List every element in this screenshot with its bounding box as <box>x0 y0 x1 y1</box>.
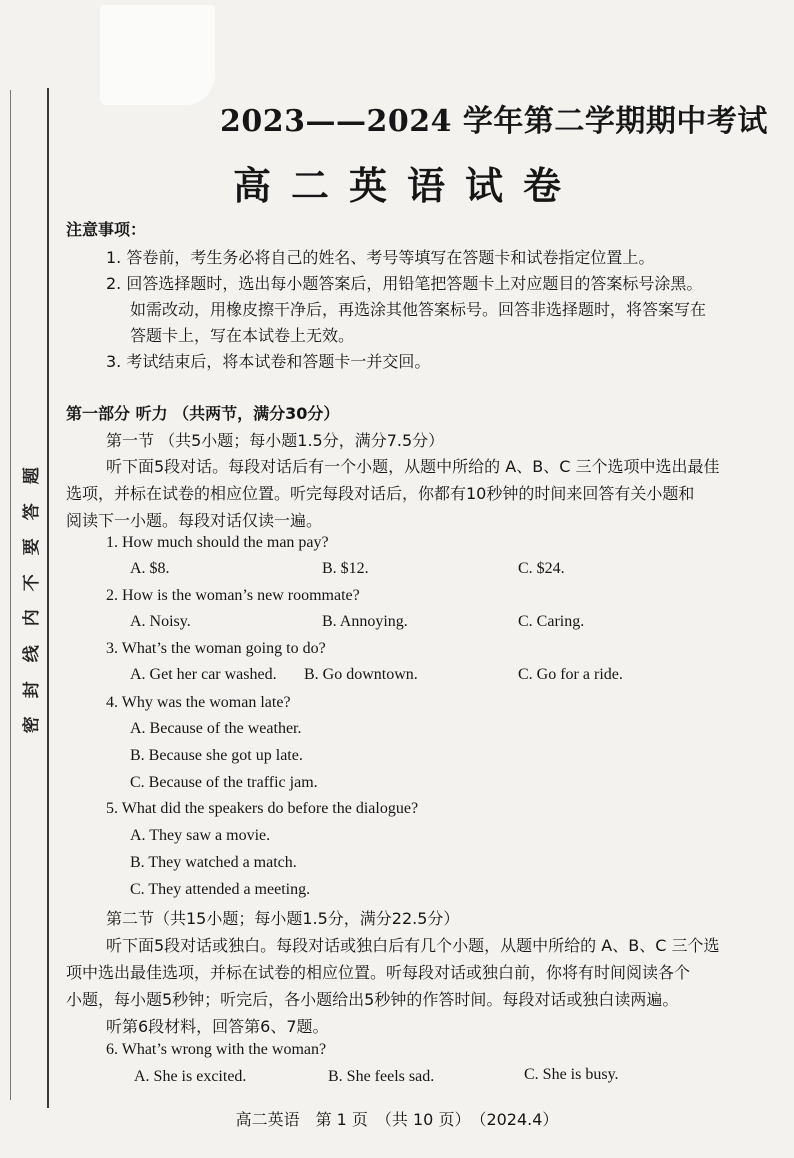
option-a: A. Because of the weather. <box>130 720 302 737</box>
option-b: B. $12. <box>322 560 369 577</box>
option-a: A. Noisy. <box>130 613 191 630</box>
binding-char: 答 <box>22 502 43 520</box>
notice-item: 如需改动，用橡皮擦干净后，再选涂其他答案标号。回答非选择题时，将答案写在 <box>130 300 707 319</box>
binding-char: 不 <box>22 574 43 592</box>
question-stem: 2. How is the woman’s new roommate? <box>106 587 360 604</box>
binding-char: 线 <box>22 645 43 663</box>
option-a: A. Get her car washed. <box>130 666 277 683</box>
binding-edge-line <box>10 90 11 1100</box>
option-c: C. Caring. <box>518 613 585 630</box>
exam-title: 2023——2024 学年第二学期期中考试 <box>220 104 768 139</box>
paper-blot <box>100 5 215 105</box>
section1-heading: 第一节 （共5小题；每小题1.5分，满分7.5分） <box>106 431 445 450</box>
notice-item: 答题卡上，写在本试卷上无效。 <box>130 326 355 345</box>
option-c: C. She is busy. <box>524 1066 619 1083</box>
option-b: B. She feels sad. <box>328 1068 435 1085</box>
option-b: B. They watched a match. <box>130 854 297 871</box>
binding-line <box>47 88 49 1108</box>
option-c: C. Because of the traffic jam. <box>130 774 318 791</box>
section2-instruction: 小题，每小题5秒钟；听完后，各小题给出5秒钟的作答时间。每段对话或独白读两遍。 <box>66 990 679 1009</box>
binding-char: 内 <box>22 609 43 627</box>
section1-instruction: 阅读下一小题。每段对话仅读一遍。 <box>66 511 323 530</box>
option-c: C. Go for a ride. <box>518 666 623 683</box>
option-c: C. They attended a meeting. <box>130 881 311 898</box>
section2-instruction: 项中选出最佳选项，并标在试卷的相应位置。听每段对话或独白前，你将有时间阅读各个 <box>66 963 691 982</box>
binding-char: 题 <box>22 467 43 485</box>
question-stem: 4. Why was the woman late? <box>106 694 291 711</box>
notice-heading: 注意事项： <box>66 220 147 239</box>
option-b: B. Annoying. <box>322 613 408 630</box>
exam-subtitle: 高二英语试卷 <box>232 164 581 208</box>
question-stem: 3. What’s the woman going to do? <box>106 640 326 657</box>
option-c: C. $24. <box>518 560 565 577</box>
option-b: B. Because she got up late. <box>130 747 303 764</box>
material-intro: 听第6段材料，回答第6、7题。 <box>106 1017 329 1036</box>
section1-instruction: 选项，并标在试卷的相应位置。听完每段对话后，你都有10秒钟的时间来回答有关小题和 <box>66 484 695 503</box>
binding-char: 封 <box>22 680 43 698</box>
binding-margin-text <box>22 458 44 743</box>
question-stem: 1. How much should the man pay? <box>106 534 329 551</box>
option-a: A. They saw a movie. <box>130 827 271 844</box>
binding-char: 密 <box>22 716 43 734</box>
notice-item: 3. 考试结束后，将本试卷和答题卡一并交回。 <box>106 352 431 371</box>
part1-heading: 第一部分 听力 （共两节，满分30分） <box>66 404 340 423</box>
option-a: A. $8. <box>130 560 170 577</box>
section1-instruction: 听下面5段对话。每段对话后有一个小题，从题中所给的 A、B、C 三个选项中选出最佳 <box>106 457 720 476</box>
notice-item: 2. 回答选择题时，选出每小题答案后，用铅笔把答题卡上对应题目的答案标号涂黑。 <box>106 274 703 293</box>
question-stem: 6. What’s wrong with the woman? <box>106 1041 327 1058</box>
section2-instruction: 听下面5段对话或独白。每段对话或独白后有几个小题，从题中所给的 A、B、C 三个选 <box>106 936 720 955</box>
binding-char: 要 <box>22 538 43 556</box>
question-stem: 5. What did the speakers do before the dialogue? <box>106 800 419 817</box>
section2-heading: 第二节（共15小题；每小题1.5分，满分22.5分） <box>106 909 460 928</box>
option-a: A. She is excited. <box>134 1068 247 1085</box>
page-footer: 高二英语 第 1 页 （共 10 页） （2024.4） <box>235 1110 559 1129</box>
notice-item: 1. 答卷前，考生务必将自己的姓名、考号等填写在答题卡和试卷指定位置上。 <box>106 248 655 267</box>
option-b: B. Go downtown. <box>304 666 418 683</box>
